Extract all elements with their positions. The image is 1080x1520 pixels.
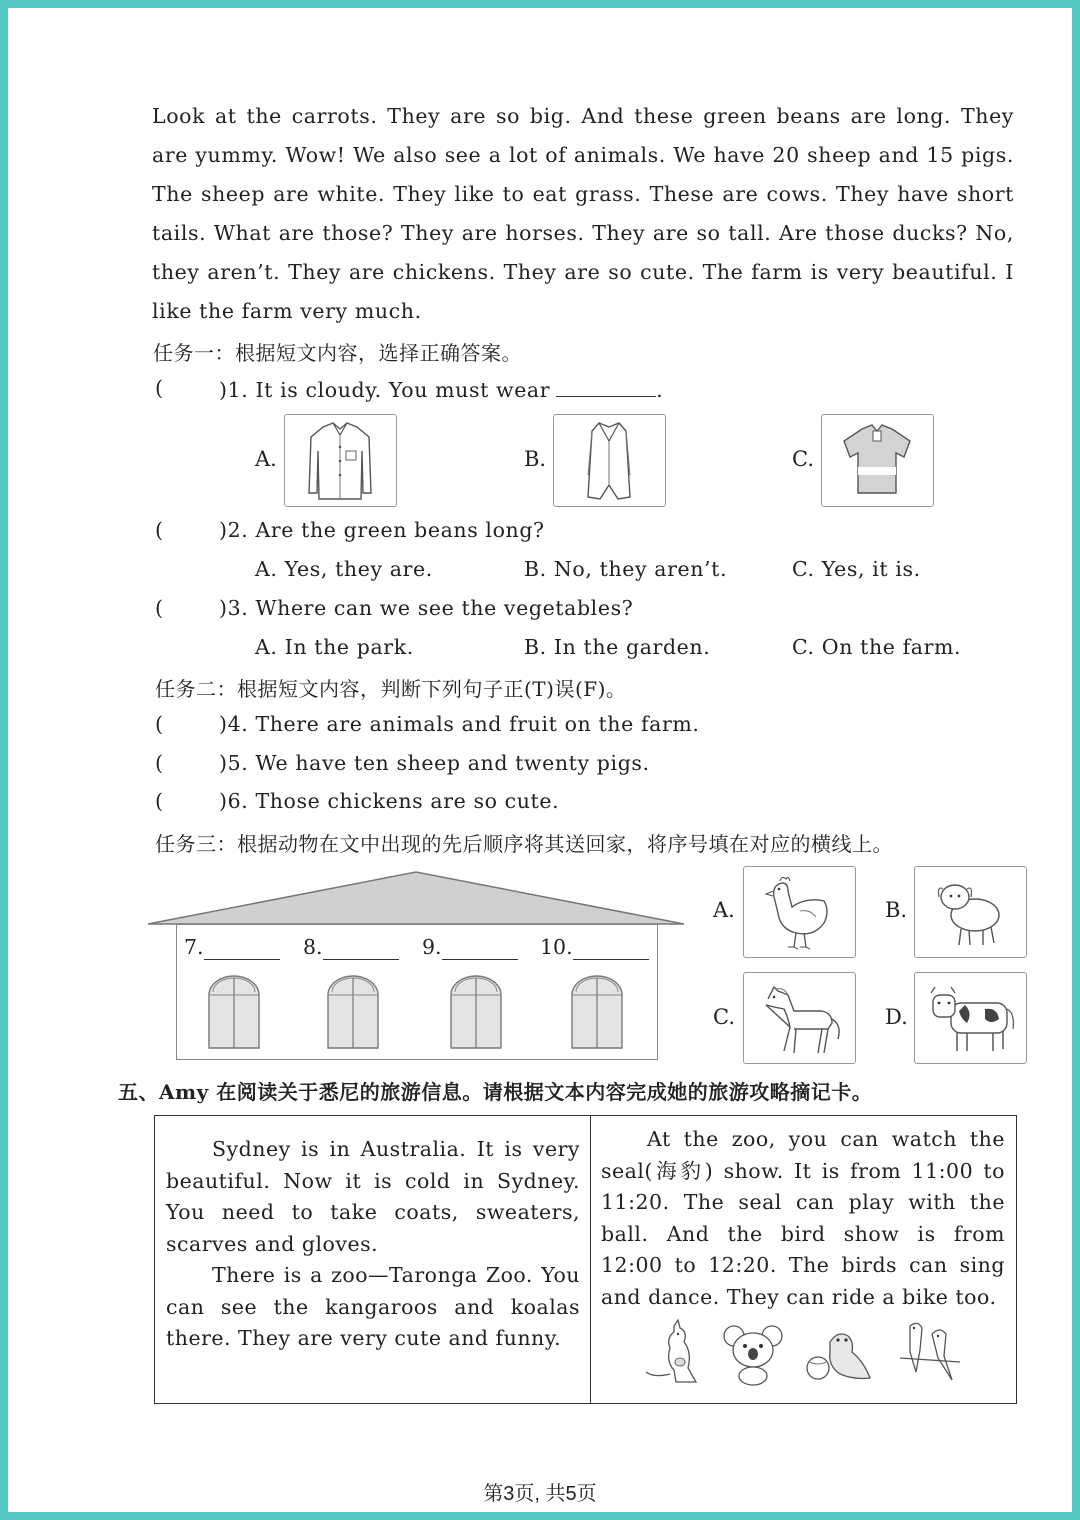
option-3a: A. In the park. xyxy=(255,635,414,659)
birds-image xyxy=(892,1314,964,1392)
door-icon xyxy=(571,975,623,1049)
door-3 xyxy=(450,975,502,1053)
blank-10[interactable] xyxy=(573,959,649,960)
answer-paren-4[interactable]: ( xyxy=(155,712,163,736)
option-2b: B. No, they aren’t. xyxy=(524,557,728,581)
house-roof-icon xyxy=(146,868,686,928)
question-1-end: . xyxy=(656,378,664,402)
seal-icon xyxy=(804,1322,876,1386)
task3-title: 任务三：根据动物在文中出现的先后顺序将其送回家，将序号填在对应的横线上。 xyxy=(155,832,893,856)
chicken-icon xyxy=(744,867,855,957)
blank-8[interactable] xyxy=(323,959,399,960)
left-column-text xyxy=(166,1134,580,1355)
task1-title: 任务一：根据短文内容，选择正确答案。 xyxy=(153,341,522,365)
reading-passage: Look at the carrots. They are so big. And these green beans are long. They are yummy. Wow! We also see a lot of animals. We have 20 sheep and 15 pigs. The sheep are white. They like to eat grass. These are cows. They have short tails. What are those? They are horses. They are so tall. Are those ducks? No, they aren’t. They are chickens. They are so cute. The farm is very beautiful. I like the farm very much. xyxy=(152,104,1014,323)
animal-c-label: C. xyxy=(713,1005,735,1029)
door-icon xyxy=(208,975,260,1049)
chicken-image[interactable] xyxy=(743,866,856,958)
option-3b: B. In the garden. xyxy=(524,635,711,659)
blank-7[interactable] xyxy=(204,959,280,960)
t-shirt-icon xyxy=(822,415,933,506)
left-paragraph-2: There is a zoo—Taronga Zoo. You can see the kangaroos and koalas there. They are very cute and funny. xyxy=(166,1263,580,1350)
cow-icon xyxy=(915,973,1026,1063)
coat-image[interactable] xyxy=(553,414,666,507)
answer-paren-2[interactable]: ( xyxy=(155,518,163,542)
coat-icon xyxy=(554,415,665,506)
shirt-icon xyxy=(285,415,396,506)
option-1b-label: B. xyxy=(524,447,547,471)
koala-icon xyxy=(722,1322,784,1386)
option-2c: C. Yes, it is. xyxy=(792,557,921,581)
cow-image[interactable] xyxy=(914,972,1027,1064)
shirt-image[interactable] xyxy=(284,414,397,507)
answer-paren-3[interactable]: ( xyxy=(155,596,163,620)
door-1 xyxy=(208,975,260,1053)
question-1-stem: )1. It is cloudy. You must wear xyxy=(219,378,551,402)
blank-9-label: 9. xyxy=(422,935,442,959)
section5-title: 五、Amy 在阅读关于悉尼的旅游信息。请根据文本内容完成她的旅游攻略摘记卡。 xyxy=(118,1080,873,1104)
horse-image[interactable] xyxy=(743,972,856,1064)
blank-7-label: 7. xyxy=(184,935,204,959)
answer-paren-6[interactable]: ( xyxy=(155,789,163,813)
box-divider xyxy=(590,1115,591,1404)
sheep-icon xyxy=(915,867,1026,957)
door-2 xyxy=(327,975,379,1053)
blank-8-label: 8. xyxy=(303,935,323,959)
answer-blank-1[interactable] xyxy=(556,376,656,397)
option-1a-label: A. xyxy=(255,447,277,471)
door-icon xyxy=(450,975,502,1049)
right-paragraph-1: At the zoo, you can watch the seal(海豹) show. It is from 11:00 to 11:20. The seal can play with the ball. And the bird show is from 12:00 to 12:20. The birds can sing and dance. They can ride a bike too. xyxy=(601,1127,1005,1309)
statement-6: )6. Those chickens are so cute. xyxy=(219,789,560,813)
tshirt-image[interactable] xyxy=(821,414,934,507)
option-3c: C. On the farm. xyxy=(792,635,962,659)
task2-title: 任务二：根据短文内容，判断下列句子正(T)误(F)。 xyxy=(155,677,627,701)
kangaroo-image xyxy=(640,1318,710,1392)
door-icon xyxy=(327,975,379,1049)
blank-9[interactable] xyxy=(442,959,518,960)
statement-4: )4. There are animals and fruit on the farm. xyxy=(219,712,700,736)
question-1 xyxy=(219,376,663,402)
parrot-icon xyxy=(892,1314,964,1388)
door-4 xyxy=(571,975,623,1053)
statement-5: )5. We have ten sheep and twenty pigs. xyxy=(219,751,650,775)
sheep-image[interactable] xyxy=(914,866,1027,958)
answer-paren-5[interactable]: ( xyxy=(155,751,163,775)
right-column-text xyxy=(601,1124,1005,1313)
seal-image xyxy=(804,1322,876,1390)
animal-d-label: D. xyxy=(885,1005,908,1029)
kangaroo-icon xyxy=(640,1318,710,1388)
option-1c-label: C. xyxy=(792,447,814,471)
page-number: 第3页, 共5页 xyxy=(483,1483,597,1505)
animal-a-label: A. xyxy=(713,898,735,922)
koala-image xyxy=(722,1322,784,1390)
blank-10-label: 10. xyxy=(540,935,573,959)
left-paragraph-1: Sydney is in Australia. It is very beautiful. Now it is cold in Sydney. You need to take coats, sweaters, scarves and gloves. xyxy=(166,1137,580,1256)
animal-b-label: B. xyxy=(885,898,908,922)
answer-paren-1[interactable]: ( xyxy=(155,376,163,400)
horse-icon xyxy=(744,973,855,1063)
option-2a: A. Yes, they are. xyxy=(255,557,433,581)
question-3: )3. Where can we see the vegetables? xyxy=(219,596,634,620)
question-2: )2. Are the green beans long? xyxy=(219,518,545,542)
